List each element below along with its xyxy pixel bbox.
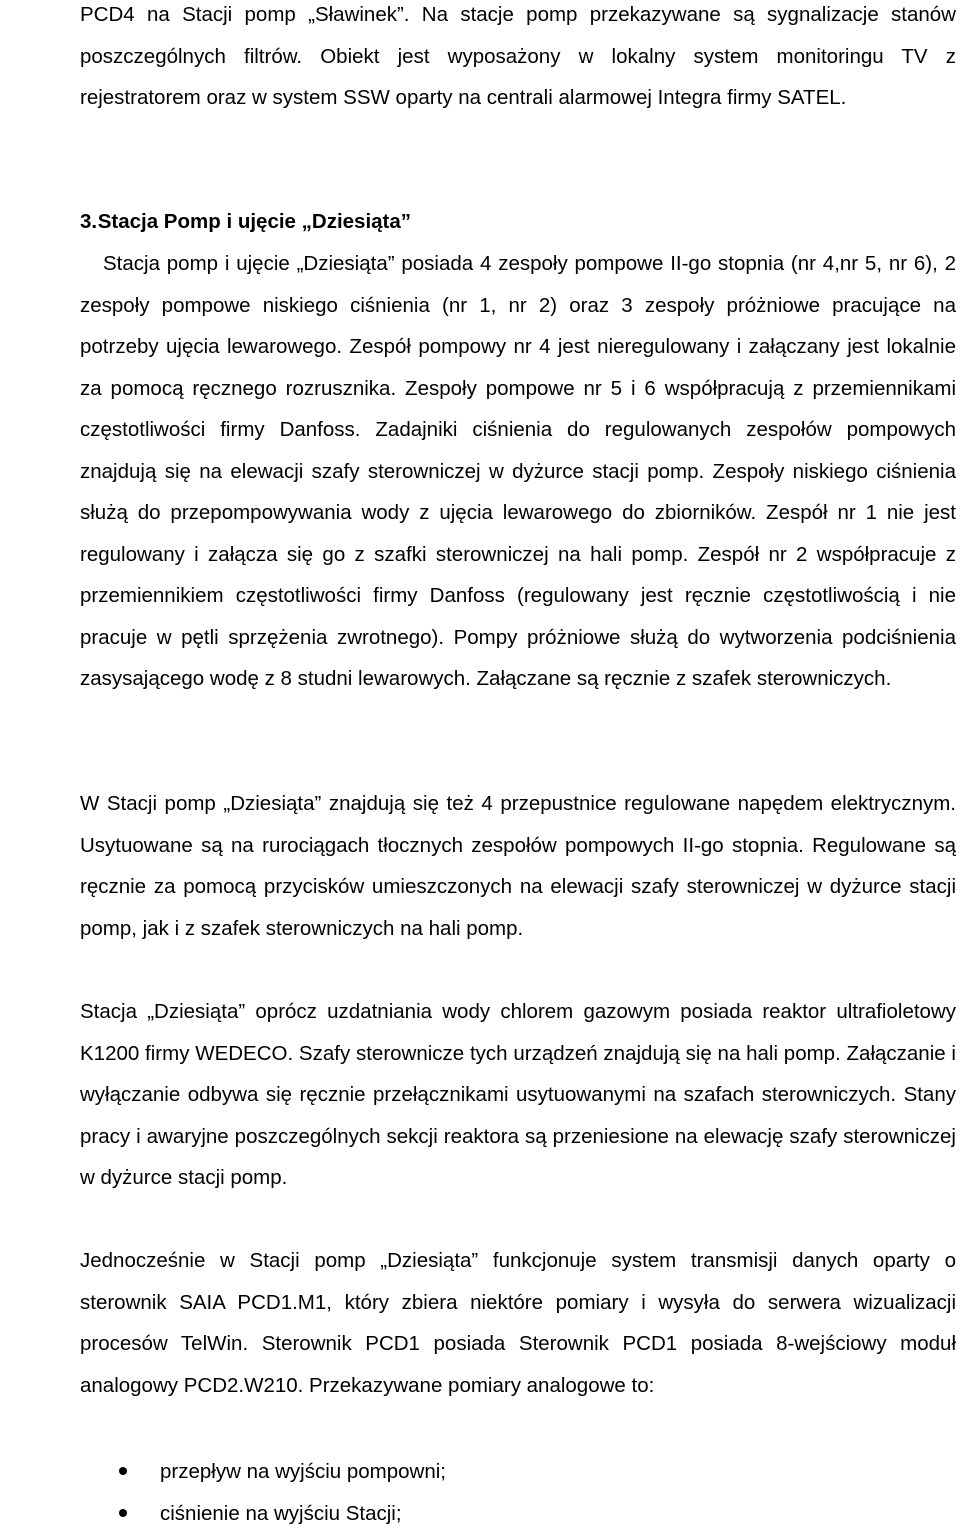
bullet-icon xyxy=(119,1509,127,1517)
list-item-text: przepływ na wyjściu pompowni; xyxy=(160,1460,446,1483)
paragraph-data-transmission: Jednocześnie w Stacji pomp „Dziesiąta” funkcjonuje system transmisji danych oparty o sterownik SAIA PCD1.M1, który zbiera niektóre pomiary i wysyła do serwera wizualizacji procesów TelWin. Sterownik PCD1 posiada Sterownik PCD1 posiada 8-wejściowy moduł analogowy PCD2.W210. Przekazywane pomiary analogowe to: xyxy=(80,1240,956,1406)
list-item-text: ciśnienie na wyjściu Stacji; xyxy=(160,1502,402,1525)
list-item xyxy=(80,1451,956,1493)
paragraph-pump-units: Stacja pomp i ujęcie „Dziesiąta” posiada 4 zespoły pompowe II-go stopnia (nr 4,nr 5, nr 6), 2 zespoły pompowe niskiego ciśnienia (nr 1, nr 2) oraz 3 zespoły próżniowe pracujące na potrzeby ujęcia lewarowego. Zespół pompowy nr 4 jest nieregulowany i załączany jest lokalnie za pomocą ręcznego rozrusznika. Zespoły pompowe nr 5 i 6 współpracują z przemiennikami częstotliwości firmy Danfoss. Zadajniki ciśnienia do regulowanych zespołów pompowych znajdują się na elewacji szafy sterowniczej w dyżurce stacji pomp. Zespoły niskiego ciśnienia służą do przepompowywania wody z ujęcia lewarowego do zbiorników. Zespół nr 1 nie jest regulowany i załącza się go z szafki sterowniczej na hali pomp. Zespół nr 2 współpracuje z przemiennikiem częstotliwości firmy Danfoss (regulowany jest ręcznie częstotliwością i nie pracuje w pętli sprzężenia zwrotnego). Pompy próżniowe służą do wytworzenia podciśnienia zasysającego wodę z 8 studni lewarowych. Załączane są ręcznie z szafek sterowniczych. xyxy=(80,243,956,700)
measurements-list xyxy=(80,1451,956,1534)
bullet-icon xyxy=(119,1467,127,1475)
section-heading xyxy=(80,201,956,243)
intro-paragraph: PCD4 na Stacji pomp „Sławinek”. Na stacje pomp przekazywane są sygnalizacje stanów poszczególnych filtrów. Obiekt jest wyposażony w lokalny system monitoringu TV z rejestratorem oraz w system SSW oparty na centrali alarmowej Integra firmy SATEL. xyxy=(80,0,956,119)
paragraph-throttles: W Stacji pomp „Dziesiąta” znajdują się też 4 przepustnice regulowane napędem elektrycznym. Usytuowane są na rurociągach tłocznych zespołów pompowych II-go stopnia. Regulowane są ręcznie za pomocą przycisków umieszczonych na elewacji szafy sterowniczej w dyżurce stacji pomp, jak i z szafek sterowniczych na hali pomp. xyxy=(80,783,956,949)
section-number: 3. xyxy=(80,201,92,243)
paragraph-uv-reactor: Stacja „Dziesiąta” oprócz uzdatniania wody chlorem gazowym posiada reaktor ultrafioletowy K1200 firmy WEDECO. Szafy sterownicze tych urządzeń znajdują się na hali pomp. Załączanie i wyłączanie odbywa się ręcznie przełącznikami usytuowanymi na szafach sterowniczych. Stany pracy i awaryjne poszczególnych sekcji reaktora są przeniesione na elewację szafy sterowniczej w dyżurce stacji pomp. xyxy=(80,991,956,1199)
section-title: Stacja Pomp i ujęcie „Dziesiąta” xyxy=(98,201,411,243)
